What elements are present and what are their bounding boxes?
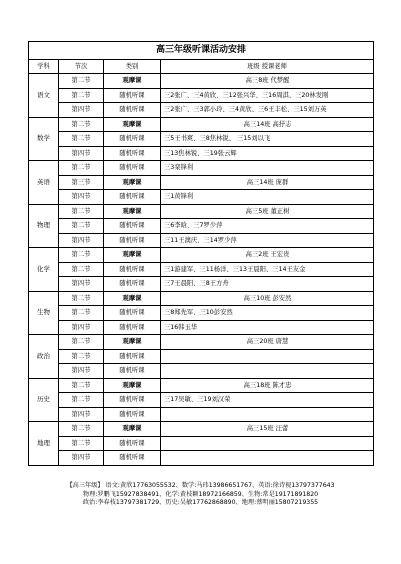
class-teacher-cell: 高三14班 高抒志 [161,117,374,132]
table-row [29,422,374,437]
section-cell: 第二节 [59,161,104,176]
table-row [29,364,374,379]
section-cell: 第三节 [59,175,104,190]
table-row [29,88,374,103]
class-teacher-cell [161,364,374,379]
category-cell: 观摩课 [104,335,161,350]
category-cell: 随机听课 [104,277,161,292]
table-row [29,175,374,190]
section-cell: 第二节 [59,291,104,306]
table-row [29,262,374,277]
category-cell: 随机听课 [104,103,161,118]
class-teacher-cell: 三16韩玉华 [161,320,374,335]
table-row [29,349,374,364]
section-cell: 第四节 [59,451,104,466]
category-cell: 随机听课 [104,219,161,234]
class-teacher-cell: 三13焦林锐、三19张云辉 [161,146,374,161]
subject-cell: 政治 [29,335,59,379]
table-row [29,103,374,118]
table-row [29,451,374,466]
category-cell: 随机听课 [104,88,161,103]
class-teacher-cell: 三6李晗、三7罗少萍 [161,219,374,234]
section-cell: 第二节 [59,349,104,364]
section-cell: 第四节 [59,190,104,205]
category-cell: 随机听课 [104,320,161,335]
subject-cell: 化学 [29,248,59,292]
class-teacher-cell: 高三20班 唐慧 [161,335,374,350]
class-teacher-cell: 高三5班 董正树 [161,204,374,219]
table-row [29,393,374,408]
table-title: 高三年级听课活动安排 [29,42,374,60]
section-cell: 第二节 [59,422,104,437]
footer-line: 物理:罗鹏飞15927838491、化学:黄枝颖18972166859、生物:常是19171891820 [82,490,319,498]
class-teacher-cell: 高三2班 王宏贵 [161,248,374,263]
section-cell: 第四节 [59,320,104,335]
subject-cell: 地理 [29,422,59,466]
class-teacher-cell: 高三8班 代梦醒 [161,74,374,89]
section-cell: 第四节 [59,233,104,248]
category-cell: 随机听课 [104,161,161,176]
class-teacher-cell [161,451,374,466]
category-cell: 观摩课 [104,291,161,306]
header-section: 节次 [59,60,104,74]
class-teacher-cell [161,407,374,422]
class-teacher-cell: 三1游建军、三11杨洋、三13王晨阳、三14王友金 [161,262,374,277]
category-cell: 观摩课 [104,422,161,437]
category-cell: 随机听课 [104,407,161,422]
category-cell: 随机听课 [104,436,161,451]
category-cell: 随机听课 [104,451,161,466]
table-row [29,320,374,335]
subject-cell: 英语 [29,161,59,205]
class-teacher-cell [161,349,374,364]
class-teacher-cell: 高三10班 彭安然 [161,291,374,306]
category-cell: 观摩课 [104,74,161,89]
class-teacher-cell: 三7王晨阳、三8王方舟 [161,277,374,292]
header-category: 类别 [104,60,161,74]
subject-cell: 物理 [29,204,59,248]
table-row [29,306,374,321]
section-cell: 第二节 [59,436,104,451]
table-row [29,190,374,205]
table-row [29,219,374,234]
category-cell: 随机听课 [104,190,161,205]
contact-footer [28,482,373,508]
header-row [29,60,374,74]
category-cell: 观摩课 [104,248,161,263]
class-teacher-cell: 高三14班 庞群 [161,175,374,190]
section-cell: 第二节 [59,74,104,89]
schedule-sheet [28,41,373,466]
class-teacher-cell: 三11王澳庆、三14罗少萍 [161,233,374,248]
table-row [29,146,374,161]
subject-cell: 生物 [29,291,59,335]
subject-cell: 历史 [29,378,59,422]
class-teacher-cell: 高三15班 汪蕾 [161,422,374,437]
section-cell: 第二节 [59,248,104,263]
class-teacher-cell: 三2张广、三3郭小玲、三4黄欣、三6王丰松、三15刘万英 [161,103,374,118]
section-cell: 第四节 [59,146,104,161]
category-cell: 观摩课 [104,117,161,132]
section-cell: 第二节 [59,378,104,393]
class-teacher-cell [161,436,374,451]
subject-cell: 数学 [29,117,59,161]
schedule-table [28,41,374,466]
section-cell: 第二节 [59,262,104,277]
table-row [29,161,374,176]
category-cell: 随机听课 [104,349,161,364]
category-cell: 观摩课 [104,204,161,219]
section-cell: 第二节 [59,117,104,132]
footer-line: 【高三年级】 语文:黄欣17763055532、数学:马玮13986651767、英语:徐诗视13797377643 [66,482,335,489]
class-teacher-cell: 三17吴敏、三19刘汉荣 [161,393,374,408]
table-row [29,117,374,132]
header-subject: 学科 [29,60,59,74]
category-cell: 随机听课 [104,262,161,277]
section-cell: 第二节 [59,132,104,147]
category-cell: 观摩课 [104,378,161,393]
table-row [29,204,374,219]
section-cell: 第四节 [59,277,104,292]
table-row [29,233,374,248]
table-row [29,335,374,350]
section-cell: 第四节 [59,364,104,379]
class-teacher-cell: 三3栾锋利 [161,161,374,176]
category-cell: 随机听课 [104,146,161,161]
section-cell: 第四节 [59,407,104,422]
category-cell: 随机听课 [104,306,161,321]
category-cell: 随机听课 [104,233,161,248]
table-row [29,407,374,422]
section-cell: 第二节 [59,219,104,234]
section-cell: 第二节 [59,88,104,103]
section-cell: 第二节 [59,393,104,408]
class-teacher-cell: 三5王书爽、三8焦林锐、 三15刘以飞 [161,132,374,147]
header-class-teacher: 班级 授课老师 [161,60,374,74]
table-row [29,291,374,306]
section-cell: 第四节 [59,103,104,118]
table-row [29,378,374,393]
class-teacher-cell: 三1黄锋利 [161,190,374,205]
table-row [29,132,374,147]
category-cell: 随机听课 [104,132,161,147]
subject-cell: 语文 [29,74,59,118]
section-cell: 第二节 [59,204,104,219]
class-teacher-cell: 高三18班 陈才忠 [161,378,374,393]
category-cell: 观摩课 [104,175,161,190]
section-cell: 第二节 [59,306,104,321]
table-row [29,436,374,451]
category-cell: 随机听课 [104,393,161,408]
table-row [29,74,374,89]
table-row [29,277,374,292]
table-row [29,248,374,263]
class-teacher-cell: 三8郑先军、三10彭安然 [161,306,374,321]
class-teacher-cell: 三2张广、三4黄欣、三12张兴华、三16周淇、三20林发刚 [161,88,374,103]
section-cell: 第二节 [59,335,104,350]
category-cell: 随机听课 [104,364,161,379]
footer-line: 政治:李春枝13797381729、历史:吴敏17762868890、地理:蔡明丽15807219355 [82,499,319,507]
